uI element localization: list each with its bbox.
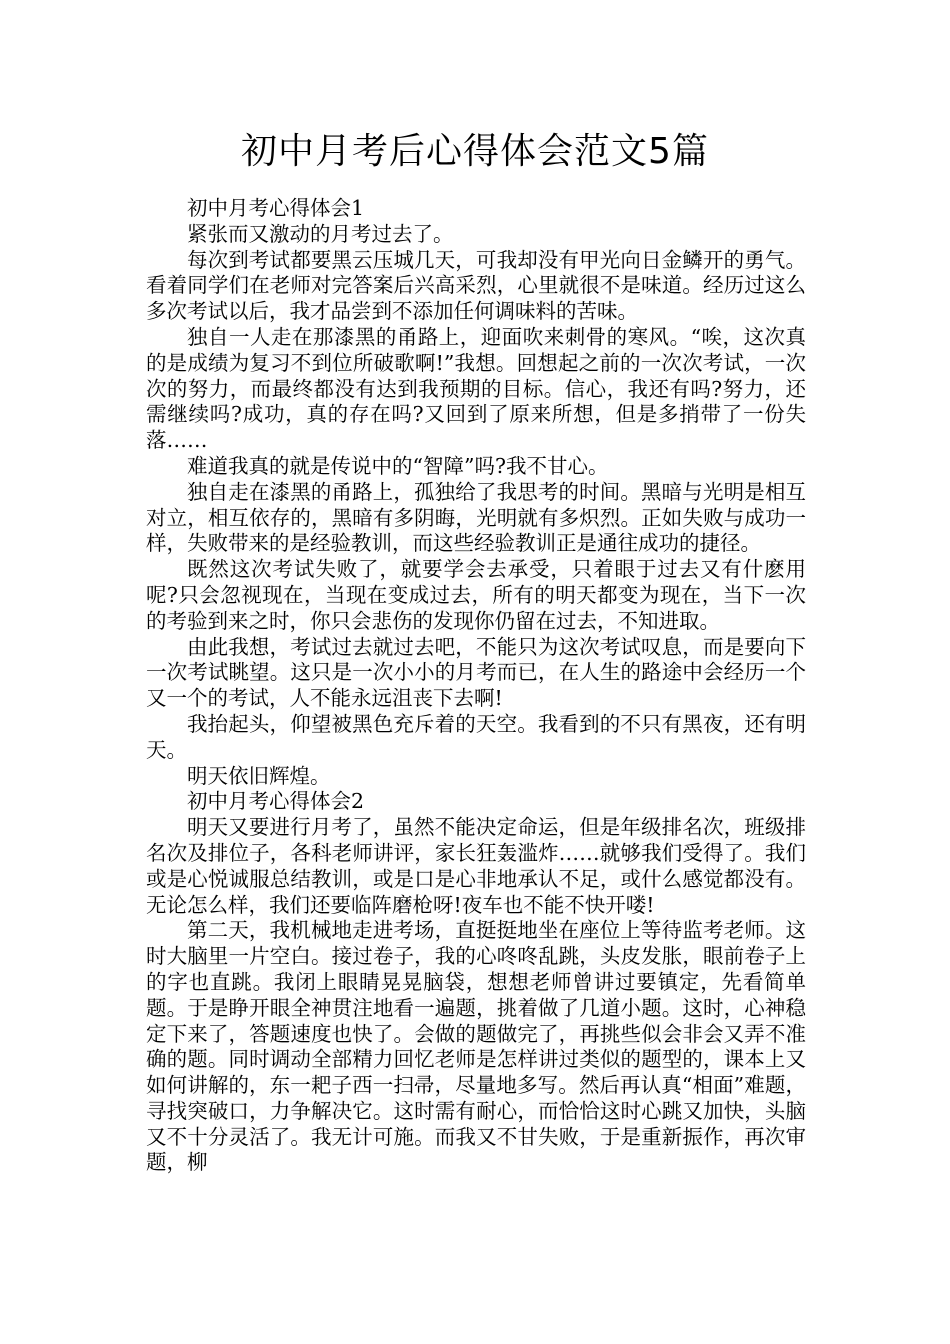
paragraph: 明天又要进行月考了，虽然不能决定命运，但是年级排名次，班级排名次及排位子，各科老师讲评，家长狂轰滥炸……就够我们受得了。我们或是心悦诚服总结教训，或是口是心非地承认不足，或什么感觉都没有。无论怎么样，我们还要临阵磨枪呀!夜车也不能不快开喽! (146, 815, 806, 917)
paragraph: 每次到考试都要黑云压城几天，可我却没有甲光向日金鳞开的勇气。看着同学们在老师对完答案后兴高采烈，心里就很不是味道。经历过这么多次考试以后，我才品尝到不添加任何调味料的苦味。 (146, 247, 806, 324)
paragraph: 既然这次考试失败了，就要学会去承受，只着眼于过去又有什麽用呢?只会忽视现在，当现在变成过去，所有的明天都变为现在，当下一次的考验到来之时，你只会悲伤的发现你仍留在过去，不知进取。 (146, 557, 806, 633)
paragraph: 第二天，我机械地走进考场，直挺挺地坐在座位上等待监考老师。这时大脑里一片空白。接过卷子，我的心咚咚乱跳，头皮发胀，眼前卷子上的字也直跳。我闭上眼睛晃晃脑袋，想想老师曾讲过要镇定，先看简单题。于是睁开眼全神贯注地看一遍题，挑着做了几道小题。这时，心神稳定下来了，答题速度也快了。会做的题做完了，再挑些似会非会又弄不准确的题。同时调动全部精力回忆老师是怎样讲过类似的题型的，课本上又如何讲解的，东一耙子西一扫帚，尽量地多写。然后再认真“相面”难题，寻找突破口，力争解决它。这时需有耐心，而恰恰这时心跳又加快，头脑又不十分灵活了。我无计可施。而我又不甘失败，于是重新振作，再次审题，柳 (146, 918, 806, 1175)
paragraph: 由此我想，考试过去就过去吧，不能只为这次考试叹息，而是要向下一次考试眺望。这只是一次小小的月考而已，在人生的路途中会经历一个又一个的考试，人不能永远沮丧下去啊! (146, 634, 806, 711)
paragraph: 明天依旧辉煌。 (187, 763, 331, 788)
paragraph: 独自一人走在那漆黑的甬路上，迎面吹来刺骨的寒风。“唉，这次真的是成绩为复习不到位所破歌啊!”我想。回想起之前的一次次考试，一次次的努力，而最终都没有达到我预期的目标。信心，我还有吗?努力，还需继续吗?成功，真的存在吗?又回到了原来所想，但是多捎带了一份失落…… (146, 324, 806, 453)
document-body (146, 196, 806, 1176)
paragraph: 难道我真的就是传说中的“智障”吗?我不甘心。 (187, 453, 609, 478)
document-title: 初中月考后心得体会范文5篇 (241, 131, 709, 172)
paragraph: 独自走在漆黑的甬路上，孤独给了我思考的时间。黑暗与光明是相互对立，相互依存的，黑暗有多阴晦，光明就有多炽烈。正如失败与成功一样，失败带来的是经验教训，而这些经验教训正是通往成功的捷径。 (146, 479, 806, 556)
paragraph: 我抬起头，仰望被黑色充斥着的天空。我看到的不只有黑夜，还有明天。 (146, 711, 806, 762)
section-heading: 初中月考心得体会2 (187, 789, 365, 814)
paragraph: 紧张而又激动的月考过去了。 (187, 221, 454, 246)
section-heading: 初中月考心得体会1 (187, 196, 365, 220)
